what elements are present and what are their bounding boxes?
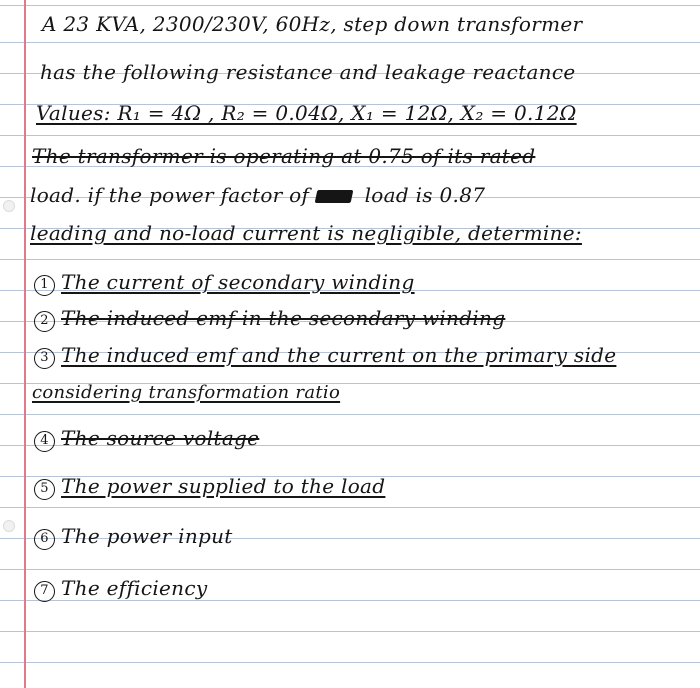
item-number-badge: 7 xyxy=(34,581,55,602)
item-text: The current of secondary winding xyxy=(61,270,415,294)
item-number-badge: 2 xyxy=(34,311,55,332)
item-number-badge: 6 xyxy=(34,529,55,550)
list-item-6 xyxy=(34,526,233,550)
list-item-2 xyxy=(34,308,505,332)
problem-line-5-start: load. if the power factor of xyxy=(30,183,310,207)
item-text: The efficiency xyxy=(61,576,208,600)
problem-line-4: The transformer is operating at 0.75 of its rated xyxy=(32,144,536,168)
binder-hole xyxy=(3,520,15,532)
list-item-1 xyxy=(34,272,415,296)
margin-line xyxy=(24,0,26,688)
list-item-4 xyxy=(34,428,259,452)
list-item-3 xyxy=(34,345,616,369)
item-text: The power supplied to the load xyxy=(61,474,386,498)
crossed-out-scribble xyxy=(315,190,354,203)
item-text: The power input xyxy=(61,524,233,548)
binder-hole xyxy=(3,200,15,212)
item-text: The induced emf and the current on the primary side xyxy=(61,343,617,367)
item-number-badge: 1 xyxy=(34,275,55,296)
item-number-badge: 4 xyxy=(34,431,55,452)
item-number-badge: 5 xyxy=(34,479,55,500)
list-item-7 xyxy=(34,578,207,602)
problem-line-3: Values: R₁ = 4Ω , R₂ = 0.04Ω, X₁ = 12Ω, X₂ = 0.12Ω xyxy=(36,101,577,125)
problem-line-2: has the following resistance and leakage reactance xyxy=(40,60,576,84)
item-text: The induced emf in the secondary winding xyxy=(61,306,506,330)
problem-line-1: A 23 KVA, 2300/230V, 60Hz, step down transformer xyxy=(42,12,583,36)
item-text: The source voltage xyxy=(61,426,260,450)
problem-line-6: leading and no-load current is negligible, determine: xyxy=(30,221,582,245)
problem-line-5 xyxy=(30,185,485,205)
list-item-5 xyxy=(34,476,385,500)
problem-line-5-end: load is 0.87 xyxy=(364,183,486,207)
item-number-badge: 3 xyxy=(34,348,55,369)
list-item-3-continued: considering transformation ratio xyxy=(32,382,341,403)
